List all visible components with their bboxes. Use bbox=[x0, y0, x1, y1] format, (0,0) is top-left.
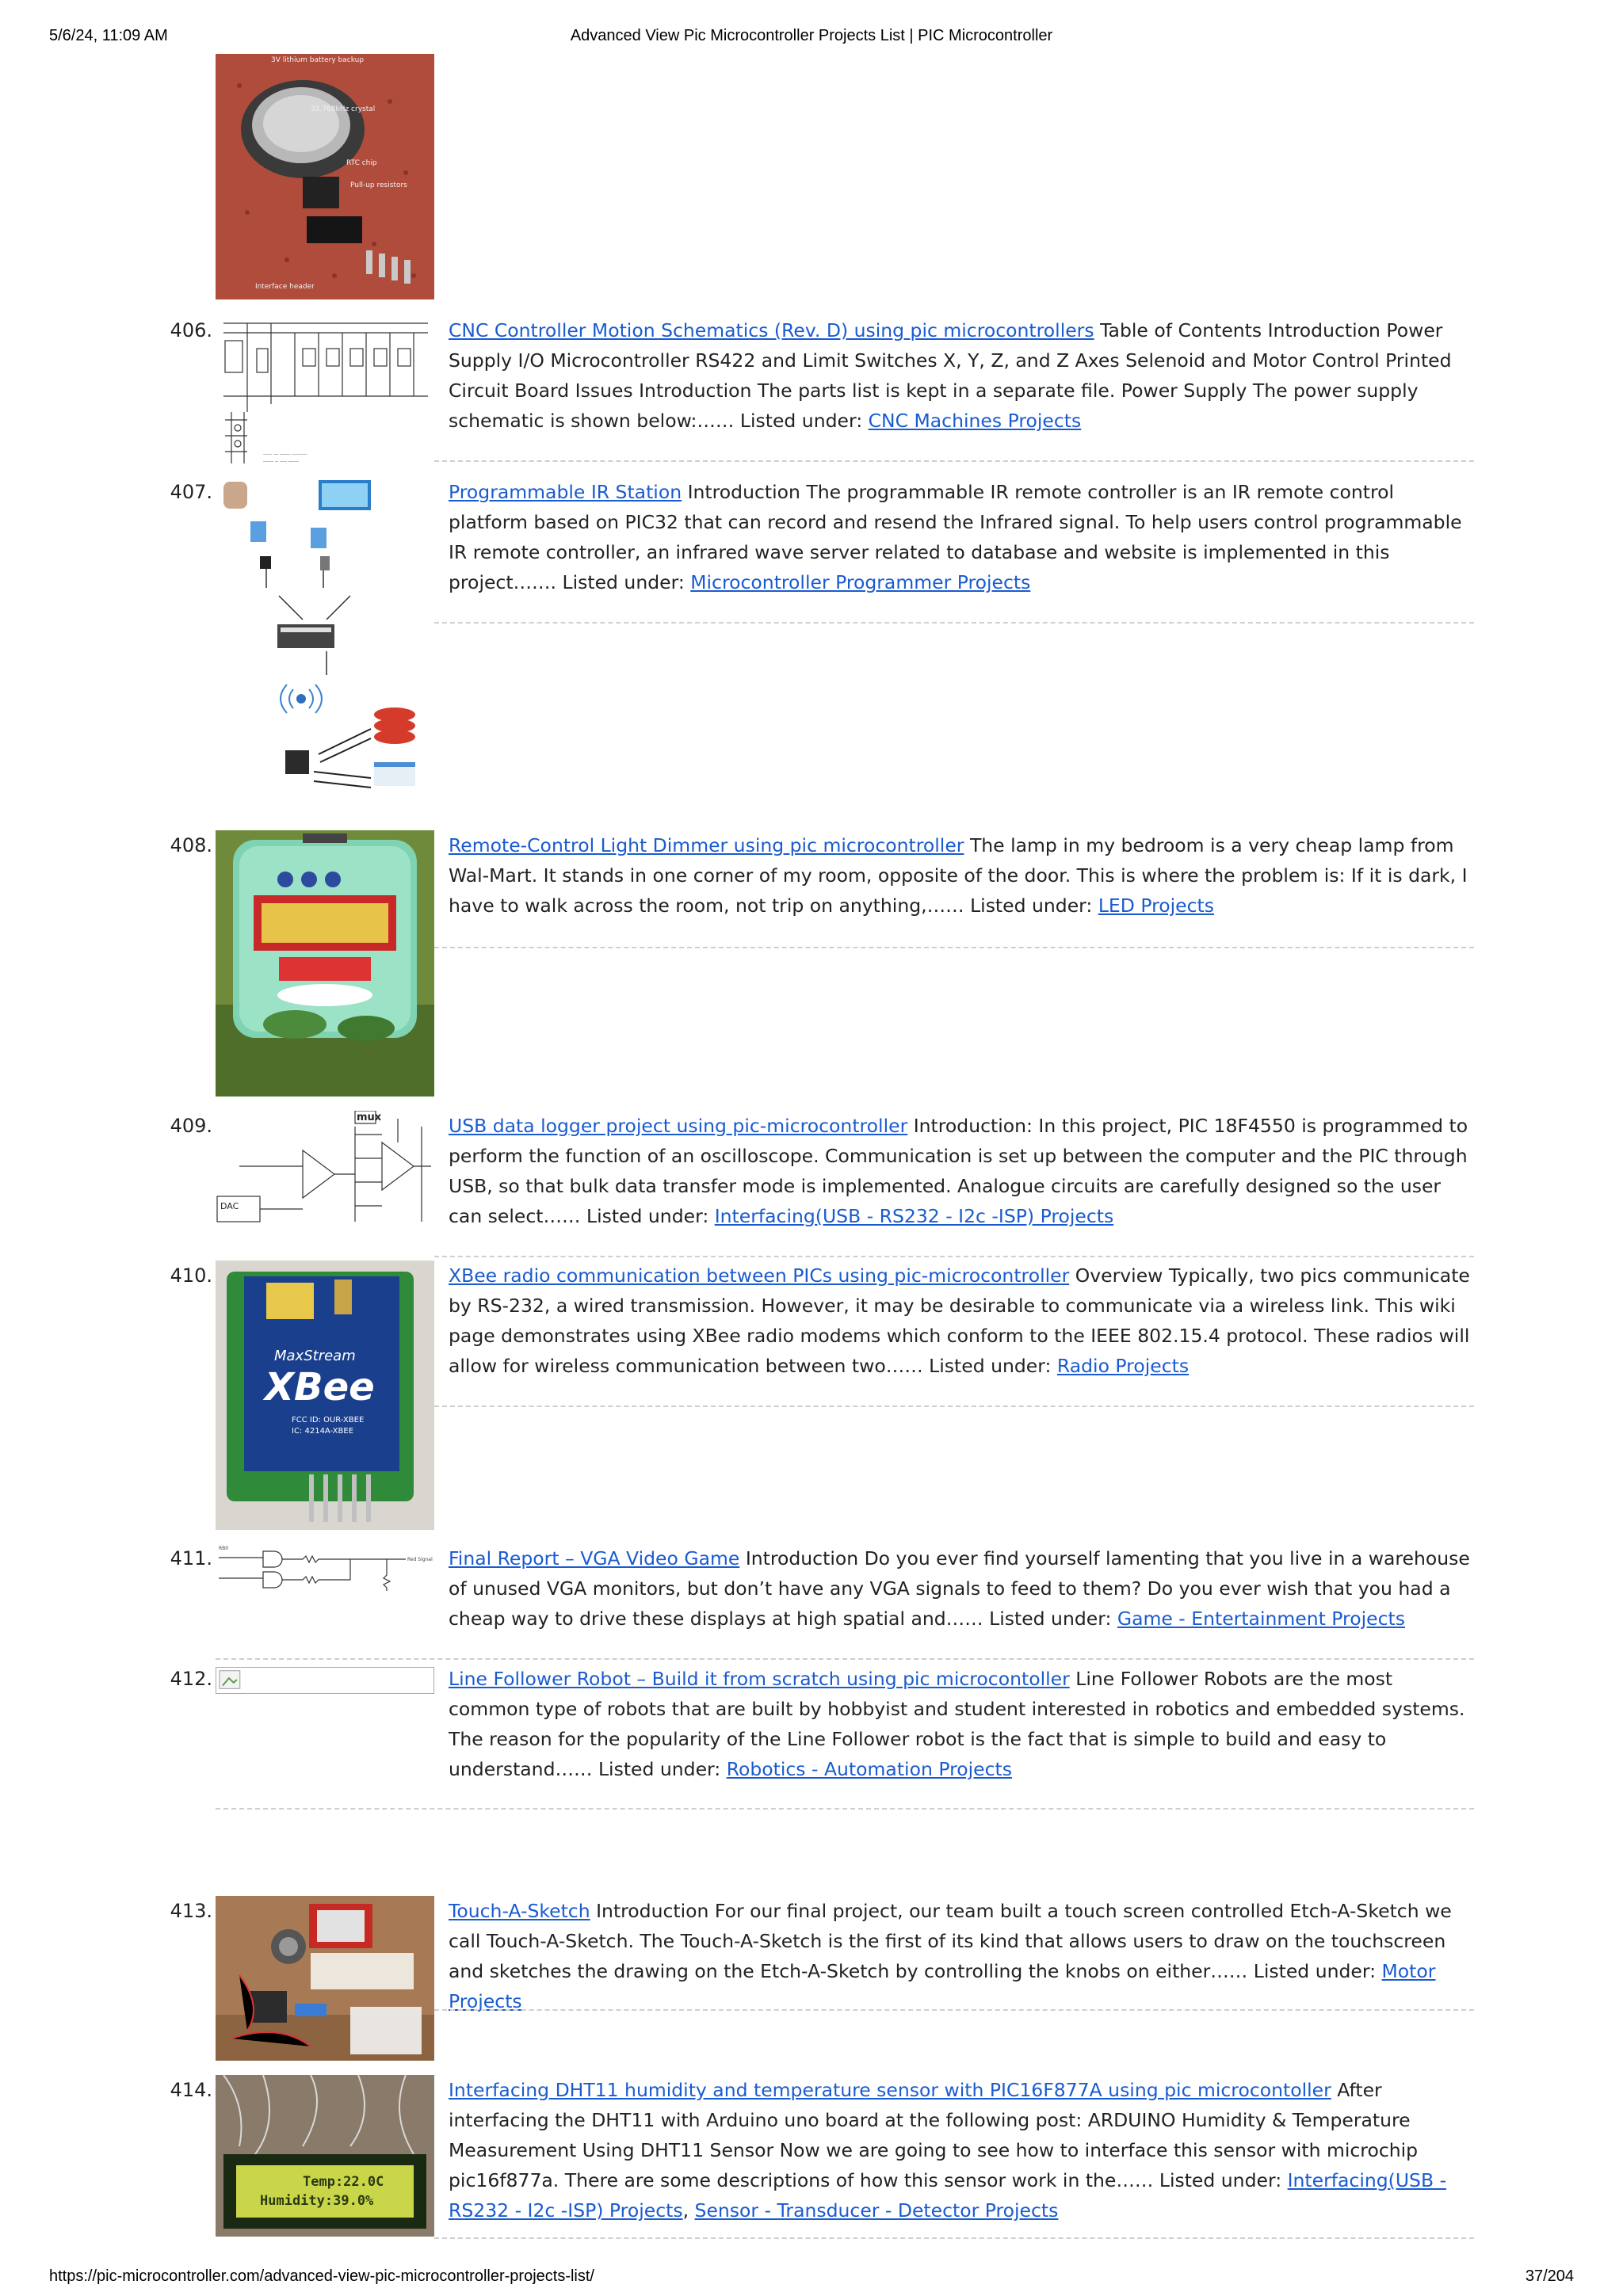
entry-text bbox=[449, 477, 1479, 597]
project-description: Introduction For our final project, our team built a touch screen controlled Etch-A-Sketch we call Touch-A-Sketch. The Touch-A-Sketch is the first of its kind that allows users to draw on the touchscreen and sketches the drawing on the Etch-A-Sketch by controlling the knobs on either…… Listed under: bbox=[449, 1900, 1452, 1982]
category-link[interactable]: Game - Entertainment Projects bbox=[1117, 1608, 1405, 1630]
xbee-photo-thumbnail[interactable] bbox=[216, 1261, 434, 1530]
entry-divider bbox=[434, 2009, 1474, 2011]
category-link[interactable]: LED Projects bbox=[1098, 894, 1214, 917]
entry-divider bbox=[434, 947, 1474, 948]
entry-divider bbox=[434, 1256, 1474, 1257]
print-page-number: 37/204 bbox=[1525, 2267, 1574, 2285]
print-page-title: Advanced View Pic Microcontroller Projects List | PIC Microcontroller bbox=[570, 27, 1053, 44]
project-description: Introduction The programmable IR remote controller is an IR remote control platform based on PIC32 that can record and resend the Infrared signal. To help users control programmable IR remote controller, an infrared wave server related to database and website is implemented in this project……. Listed under: bbox=[449, 481, 1462, 593]
project-title-link[interactable]: Final Report – VGA Video Game bbox=[449, 1547, 740, 1569]
category-link[interactable]: Radio Projects bbox=[1056, 1355, 1190, 1377]
category-link[interactable]: Motor Projects bbox=[449, 1960, 1436, 2012]
category-link[interactable]: Microcontroller Programmer Projects bbox=[690, 571, 1031, 593]
dht11-lcd-photo-thumbnail[interactable] bbox=[216, 2075, 434, 2237]
rtc-label-4: Pull-up resistors bbox=[350, 181, 407, 189]
category-link[interactable]: Robotics - Automation Projects bbox=[726, 1758, 1012, 1780]
entry-number: 412. bbox=[170, 1668, 212, 1690]
broken-image-placeholder[interactable] bbox=[216, 1667, 434, 1694]
svg-text:DAC: DAC bbox=[220, 1201, 239, 1211]
ir-station-diagram-thumbnail[interactable] bbox=[216, 477, 434, 794]
entry-text bbox=[449, 830, 1479, 921]
rtc-label-3: RTC chip bbox=[346, 159, 377, 167]
project-title-link[interactable]: Programmable IR Station bbox=[449, 481, 682, 503]
category-separator: , bbox=[682, 2199, 695, 2222]
entry-divider bbox=[434, 2237, 1474, 2239]
entry-number: 408. bbox=[170, 834, 212, 856]
entry-text bbox=[449, 1261, 1479, 1381]
touch-a-sketch-photo-thumbnail[interactable] bbox=[216, 1896, 434, 2061]
project-description: Introduction Do you ever find yourself lamenting that you live in a warehouse of unused VGA monitors, but don’t have any VGA signals to feed to them? Do you ever wish that you had a cheap way to drive these displays at high spatial and…… Listed under: bbox=[449, 1547, 1470, 1630]
rtc-label-5: Interface header bbox=[255, 283, 315, 291]
entry-divider bbox=[434, 1405, 1474, 1407]
print-url: https://pic-microcontroller.com/advanced-view-pic-microcontroller-projects-list/ bbox=[49, 2267, 594, 2285]
lcd-line-1: Temp:22.0C bbox=[303, 2174, 384, 2190]
entry-text bbox=[449, 1896, 1479, 2016]
project-title-link[interactable]: Line Follower Robot – Build it from scratch using pic microcontoller bbox=[449, 1668, 1070, 1690]
rtc-board-image bbox=[216, 54, 434, 299]
project-description: Overview Typically, two pics communicate by RS-232, a wired transmission. However, it may be desirable to communicate via a wireless link. This wiki page demonstrates using XBee radio modems which conform to the IEEE 802.15.4 protocol. These radios will allow for wireless communication between two…… Listed under: bbox=[449, 1264, 1470, 1377]
entry-number: 411. bbox=[170, 1547, 212, 1569]
entry-text bbox=[449, 1664, 1479, 1784]
entry-number: 406. bbox=[170, 319, 212, 341]
entry-divider bbox=[216, 1808, 1474, 1810]
entry-divider bbox=[216, 1658, 1474, 1660]
entry-number: 414. bbox=[170, 2079, 212, 2101]
light-dimmer-photo-thumbnail[interactable] bbox=[216, 830, 434, 1097]
svg-text:IC: 4214A-XBEE: IC: 4214A-XBEE bbox=[292, 1427, 354, 1436]
entry-text bbox=[449, 315, 1479, 436]
project-title-link[interactable]: CNC Controller Motion Schematics (Rev. D) using pic microcontrollers bbox=[449, 319, 1094, 341]
entry-divider bbox=[434, 622, 1474, 624]
rtc-label-2: 32.768kHz crystal bbox=[311, 105, 376, 113]
svg-text:FCC ID: OUR-XBEE: FCC ID: OUR-XBEE bbox=[292, 1416, 365, 1425]
svg-text:MaxStream: MaxStream bbox=[274, 1348, 356, 1364]
category-link[interactable]: Sensor - Transducer - Detector Projects bbox=[694, 2199, 1059, 2222]
svg-text:RB0: RB0 bbox=[219, 1546, 229, 1551]
entry-text bbox=[449, 1111, 1479, 1231]
print-timestamp: 5/6/24, 11:09 AM bbox=[49, 27, 168, 44]
project-description: Introduction: In this project, PIC 18F4550 is programmed to perform the function of an oscilloscope. Communication is set up between the computer and the PIC through USB, so that bulk data transfer mode is implemented. Analogue circuits are carefully designed so the user can select…… Listed under: bbox=[449, 1115, 1468, 1227]
svg-text:----- --- ------ ---------: ----- --- ------ --------- bbox=[263, 452, 307, 457]
project-title-link[interactable]: Interfacing DHT11 humidity and temperature sensor with PIC16F877A using pic microcontoller bbox=[449, 2079, 1331, 2101]
project-description: Line Follower Robots are the most common type of robots that are built by hobbyist and student interested in robotics and embedded systems. The reason for the popularity of the Line Follower robot is the fact that is simple to build and easy to understand…… Listed under: bbox=[449, 1668, 1465, 1780]
vga-schematic-thumbnail[interactable] bbox=[216, 1543, 434, 1596]
entry-divider bbox=[434, 460, 1474, 462]
print-footer bbox=[49, 2267, 1574, 2290]
svg-text:mux: mux bbox=[357, 1112, 382, 1123]
usb-logger-schematic-thumbnail[interactable] bbox=[216, 1111, 434, 1230]
cnc-schematic-thumbnail[interactable] bbox=[216, 317, 434, 467]
entry-number: 410. bbox=[170, 1264, 212, 1287]
entry-text bbox=[449, 2075, 1479, 2225]
entry-text bbox=[449, 1543, 1479, 1634]
project-description: After interfacing the DHT11 with Arduino uno board at the following post: ARDUINO Humidity & Temperature Measurement Using DHT11 Sensor Now we are going to see how to interface this sensor with microchip pic16f877a. There are some descriptions of how this sensor work in the…… Listed under: bbox=[449, 2079, 1419, 2191]
lcd-line-2: Humidity:39.0% bbox=[260, 2193, 374, 2209]
project-title-link[interactable]: USB data logger project using pic-microcontroller bbox=[449, 1115, 908, 1137]
print-header bbox=[49, 27, 1574, 49]
project-title-link[interactable]: XBee radio communication between PICs using pic-microcontroller bbox=[449, 1264, 1070, 1287]
category-link[interactable]: CNC Machines Projects bbox=[868, 410, 1082, 432]
entry-number: 409. bbox=[170, 1115, 212, 1137]
entry-number: 407. bbox=[170, 481, 212, 503]
rtc-label-1: 3V lithium battery backup bbox=[271, 56, 365, 64]
category-link[interactable]: Interfacing(USB - RS232 - I2c -ISP) Projects bbox=[449, 2169, 1447, 2222]
svg-text:------ -- ---- ------: ------ -- ---- ------ bbox=[263, 459, 299, 464]
entry-number: 413. bbox=[170, 1900, 212, 1922]
project-description: The lamp in my bedroom is a very cheap lamp from Wal-Mart. It stands in one corner of my room, opposite of the door. This is where the problem is: If it is dark, I have to walk across the room, not trip on anything,…… Listed under: bbox=[449, 834, 1468, 917]
project-title-link[interactable]: Touch-A-Sketch bbox=[449, 1900, 590, 1922]
svg-text:XBee: XBee bbox=[265, 1365, 375, 1409]
category-link[interactable]: Interfacing(USB - RS232 - I2c -ISP) Projects bbox=[714, 1205, 1114, 1227]
project-title-link[interactable]: Remote-Control Light Dimmer using pic microcontroller bbox=[449, 834, 964, 856]
project-description: Table of Contents Introduction Power Supply I/O Microcontroller RS422 and Limit Switches X, Y, Z, and Z Axes Selenoid and Motor Control Printed Circuit Board Issues Introduction The parts list is kept in a separate file. Power Supply The power supply schematic is shown below:…… Listed under: bbox=[449, 319, 1452, 432]
svg-text:Red Signal: Red Signal bbox=[407, 1557, 433, 1562]
